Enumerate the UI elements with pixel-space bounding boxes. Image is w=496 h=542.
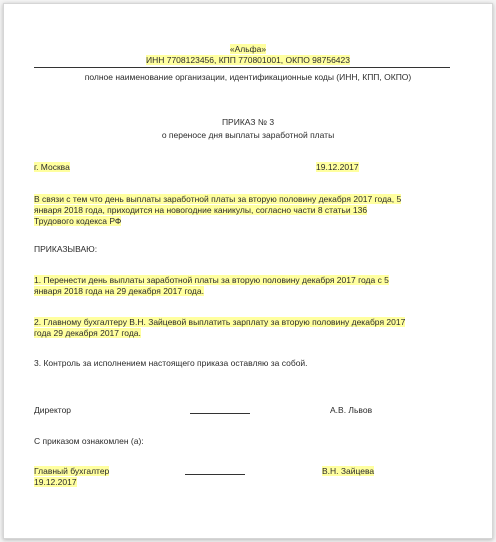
intro-line-1: В связи с тем что день выплаты заработной платы за вторую половину декабря 2017 года, 5 bbox=[34, 194, 402, 204]
item-1-line-1: 1. Перенести день выплаты заработной платы за вторую половину декабря 2017 года с 5 bbox=[34, 275, 389, 285]
item-2-line-1: 2. Главному бухгалтеру В.Н. Зайцевой выплатить зарплату за вторую половину декабря 2017 bbox=[34, 317, 406, 327]
intro-line-2: января 2018 года, приходится на новогодние каникулы, согласно части 8 статьи 136 bbox=[34, 205, 368, 215]
order-title: ПРИКАЗ № 3 bbox=[221, 117, 275, 127]
org-name-line bbox=[4, 44, 492, 55]
org-codes: ИНН 7708123456, КПП 770801001, ОКПО 98756423 bbox=[145, 55, 350, 65]
acquainted-label: С приказом ознакомлен (а): bbox=[34, 436, 144, 446]
director-signature-line bbox=[190, 413, 250, 414]
director-title: Директор bbox=[34, 405, 72, 415]
item-1-line-2: января 2018 года на 29 декабря 2017 года. bbox=[34, 286, 204, 296]
intro-line-3: Трудового кодекса РФ bbox=[34, 216, 122, 226]
org-caption: полное наименование организации, идентификационные коды (ИНН, КПП, ОКПО) bbox=[84, 72, 412, 82]
accountant-signature-line bbox=[185, 474, 245, 475]
item-2-line-2: года 29 декабря 2017 года. bbox=[34, 328, 141, 338]
director-name: А.В. Львов bbox=[330, 405, 373, 415]
accountant-date: 19.12.2017 bbox=[34, 477, 77, 487]
org-name: «Альфа» bbox=[229, 44, 267, 54]
org-codes-line bbox=[4, 55, 492, 66]
accountant-name: В.Н. Зайцева bbox=[322, 466, 375, 476]
order-word: ПРИКАЗЫВАЮ: bbox=[34, 244, 98, 254]
order-subject: о переносе дня выплаты заработной платы bbox=[161, 130, 335, 140]
accountant-title: Главный бухгалтер bbox=[34, 466, 110, 476]
item-3: 3. Контроль за исполнением настоящего приказа оставляю за собой. bbox=[34, 358, 308, 368]
city: г. Москва bbox=[34, 162, 70, 172]
document-page bbox=[3, 3, 493, 539]
header-rule bbox=[34, 67, 450, 68]
order-date: 19.12.2017 bbox=[316, 162, 359, 172]
